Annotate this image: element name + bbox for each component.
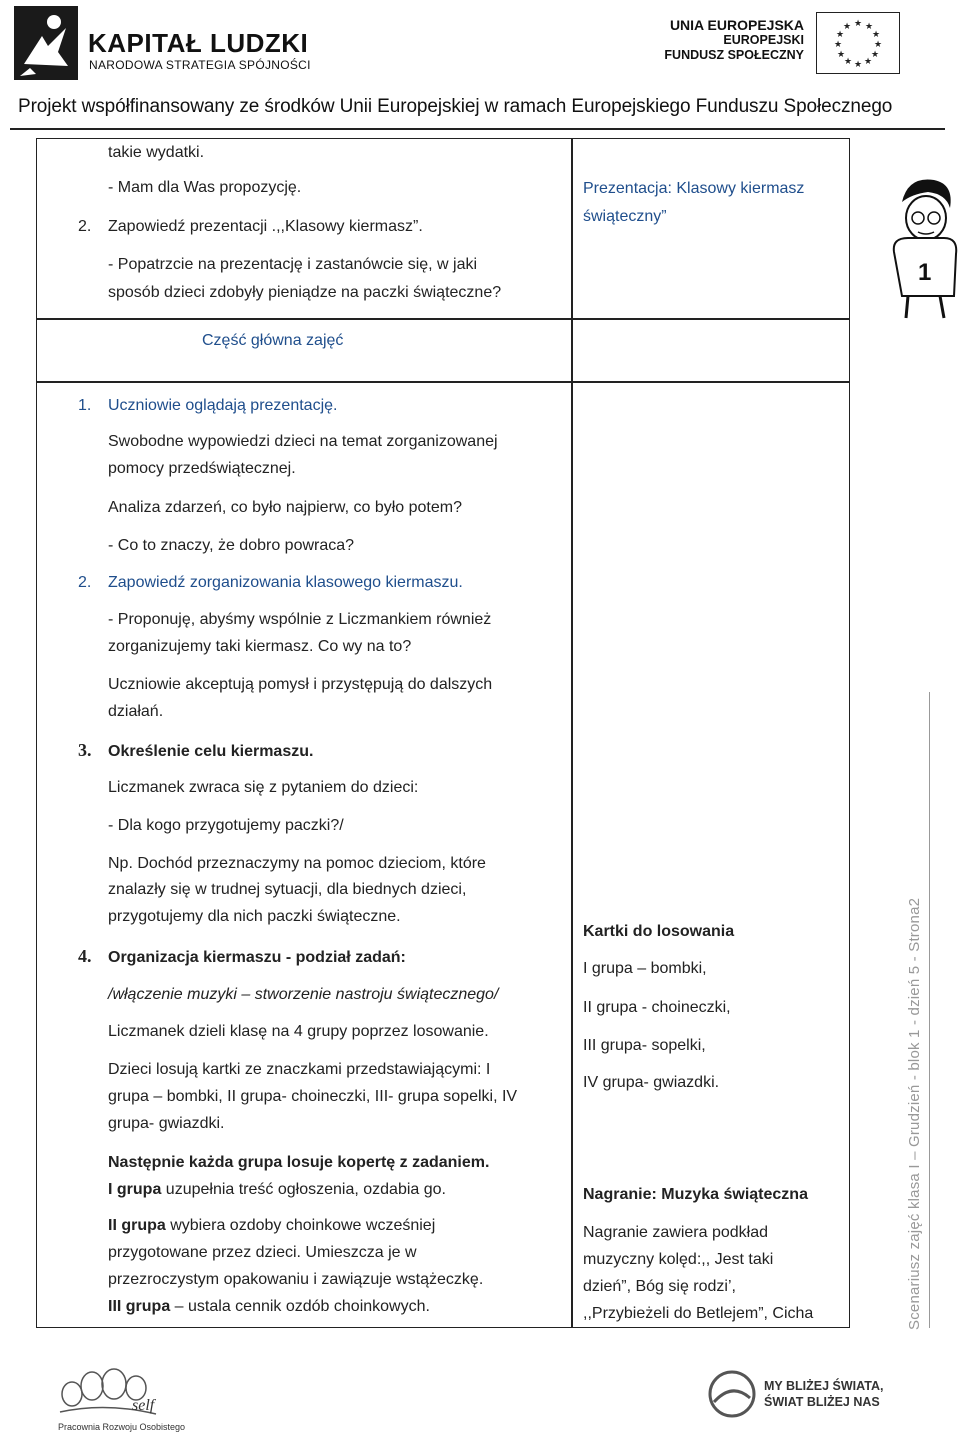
text-line: [108, 1177, 446, 1203]
svg-text:★: ★: [865, 22, 874, 32]
nagranie-title: Nagranie: Muzyka świąteczna: [583, 1186, 808, 1203]
table-row-divider-1: [36, 318, 850, 320]
group-task: – ustala cennik ozdób choinkowych.: [170, 1298, 430, 1315]
kapital-ludzki-subtitle: NARODOWA STRATEGIA SPÓJNOŚCI: [89, 58, 311, 72]
table-column-divider: [571, 138, 573, 1328]
group-item: II grupa - choineczki,: [583, 999, 731, 1016]
text-line: zorganizujemy taki kiermasz. Co wy na to?: [108, 638, 412, 655]
group-item: I grupa – bombki,: [583, 960, 707, 977]
header-divider: [10, 128, 945, 130]
group-task: uzupełnia treść ogłoszenia, ozdabia go.: [161, 1181, 446, 1198]
list-number: 2.: [78, 218, 92, 235]
text-line: pomocy przedświątecznej.: [108, 460, 296, 477]
text-line: - Proponuję, abyśmy wspólnie z Liczmankiem również: [108, 611, 492, 628]
group-label: II grupa: [108, 1217, 166, 1234]
text-line: przygotowane przez dzieci. Umieszcza je w: [108, 1244, 417, 1261]
text-line: znalazły się w trudnej sytuacji, dla biednych dzieci,: [108, 881, 467, 898]
my-blizej-swiata-logo-icon: [706, 1368, 758, 1420]
svg-text:self: self: [132, 1397, 155, 1414]
svg-text:★: ★: [871, 50, 880, 60]
text-line: Liczmanek dzieli klasę na 4 grupy poprzez losowanie.: [108, 1023, 489, 1040]
svg-text:★: ★: [844, 57, 853, 67]
svg-text:★: ★: [864, 57, 873, 67]
text-line: grupa- gwiazdki.: [108, 1115, 225, 1132]
text-line: Np. Dochód przeznaczymy na pomoc dzieciom, które: [108, 855, 486, 872]
my-blizej-swiata-text: [764, 1378, 883, 1410]
text-line: muzyczny kolęd:,, Jest taki: [583, 1251, 774, 1268]
text-line: przezroczystym opakowaniu i zawiązuje wstążeczkę.: [108, 1271, 484, 1288]
list-item: [78, 214, 423, 240]
text-line: Uczniowie akceptują pomysł i przystępują do dalszych: [108, 676, 493, 693]
list-item: [78, 570, 463, 596]
presentation-label: Prezentacja: Klasowy kiermasz: [583, 180, 805, 197]
mbs-line-2: ŚWIAT BLIŻEJ NAS: [764, 1395, 880, 1409]
svg-text:★: ★: [834, 40, 843, 50]
liczmanek-mascot-icon: [888, 172, 960, 322]
side-divider: [929, 692, 930, 1328]
text-line: sposób dzieci zdobyły pieniądze na paczki świąteczne?: [108, 284, 502, 301]
kartki-title: Kartki do losowania: [583, 923, 735, 940]
list-number: 1.: [78, 397, 92, 414]
svg-text:★: ★: [843, 22, 852, 32]
svg-text:★: ★: [836, 30, 845, 40]
list-item-text: Określenie celu kiermaszu.: [108, 743, 314, 760]
table-row-divider-2: [36, 381, 850, 383]
text-line: dzień”, Bóg się rodzi’,: [583, 1278, 736, 1295]
eu-line-3: FUNDUSZ SPOŁECZNY: [664, 48, 804, 62]
list-item: [78, 393, 337, 419]
svg-text:1: 1: [918, 259, 932, 286]
text-line: działań.: [108, 703, 164, 720]
text-line: Swobodne wypowiedzi dzieci na temat zorganizowanej: [108, 433, 498, 450]
list-number: 3.: [78, 740, 92, 760]
text-line: ,,Przybieżeli do Betlejem”, Cicha: [583, 1305, 814, 1322]
group-label: I grupa: [108, 1181, 162, 1198]
list-item: [78, 737, 313, 765]
text-line: Następnie każda grupa losuje kopertę z zadaniem.: [108, 1154, 490, 1171]
side-page-label: Scenariusz zajęć klasa I – Grudzień - blok 1 - dzień 5 - Strona2: [906, 897, 923, 1330]
text-line: przygotujemy dla nich paczki świąteczne.: [108, 908, 401, 925]
svg-text:★: ★: [854, 60, 863, 70]
svg-text:★: ★: [872, 30, 881, 40]
list-item-text: Uczniowie oglądają prezentację.: [108, 397, 338, 414]
self-caption: Pracownia Rozwoju Osobistego: [58, 1422, 186, 1432]
self-logo-icon: [56, 1366, 166, 1422]
text-line: - Mam dla Was propozycję.: [108, 179, 302, 196]
eu-flag-icon: [816, 12, 900, 74]
presentation-label-cont: świąteczny”: [583, 208, 667, 225]
text-line: - Dla kogo przygotujemy paczki?/: [108, 817, 344, 834]
text-line: - Popatrzcie na prezentację i zastanówcie się, w jaki: [108, 256, 478, 273]
text-line: Dzieci losują kartki ze znaczkami przedstawiającymi: I: [108, 1061, 491, 1078]
text-line: /włączenie muzyki – stworzenie nastroju świątecznego/: [108, 986, 499, 1003]
list-number: 2.: [78, 574, 92, 591]
text-line: Nagranie zawiera podkład: [583, 1224, 768, 1241]
text-line: - Co to znaczy, że dobro powraca?: [108, 537, 355, 554]
text-line: grupa – bombki, II grupa- choineczki, III- grupa sopelki, IV: [108, 1088, 518, 1105]
svg-text:★: ★: [837, 50, 846, 60]
list-item-text: Zapowiedź zorganizowania klasowego kiermaszu.: [108, 574, 463, 591]
text-line: [108, 1213, 435, 1239]
group-task: wybiera ozdoby choinkowe wcześniej: [165, 1217, 436, 1234]
section-heading: Część główna zajęć: [202, 332, 344, 349]
list-item-text: Zapowiedź prezentacji .,,Klasowy kiermasz”.: [108, 218, 423, 235]
eu-line-1: UNIA EUROPEJSKA: [669, 17, 804, 33]
group-item: IV grupa- gwiazdki.: [583, 1074, 720, 1091]
eu-text-block: [664, 18, 804, 63]
text-line: Liczmanek zwraca się z pytaniem do dzieci:: [108, 779, 419, 796]
mbs-line-1: MY BLIŻEJ ŚWIATA,: [764, 1379, 884, 1393]
list-item: [78, 943, 406, 971]
svg-text:★: ★: [874, 40, 883, 50]
text-line: takie wydatki.: [108, 144, 205, 161]
group-label: III grupa: [108, 1298, 171, 1315]
group-item: III grupa- sopelki,: [583, 1037, 706, 1054]
project-cofinancing-line: Projekt współfinansowany ze środków Unii Europejskiej w ramach Europejskiego Funduszu Społecznego: [18, 96, 893, 117]
eu-line-2: EUROPEJSKI: [723, 33, 804, 47]
kapital-ludzki-logo-icon: [14, 6, 78, 80]
list-item-text: Organizacja kiermaszu - podział zadań:: [108, 949, 406, 966]
list-number: 4.: [78, 946, 92, 966]
svg-text:★: ★: [854, 19, 863, 29]
kapital-ludzki-title: KAPITAŁ LUDZKI: [88, 28, 309, 58]
text-line: [108, 1294, 430, 1320]
text-line: Analiza zdarzeń, co było najpierw, co było potem?: [108, 499, 462, 516]
